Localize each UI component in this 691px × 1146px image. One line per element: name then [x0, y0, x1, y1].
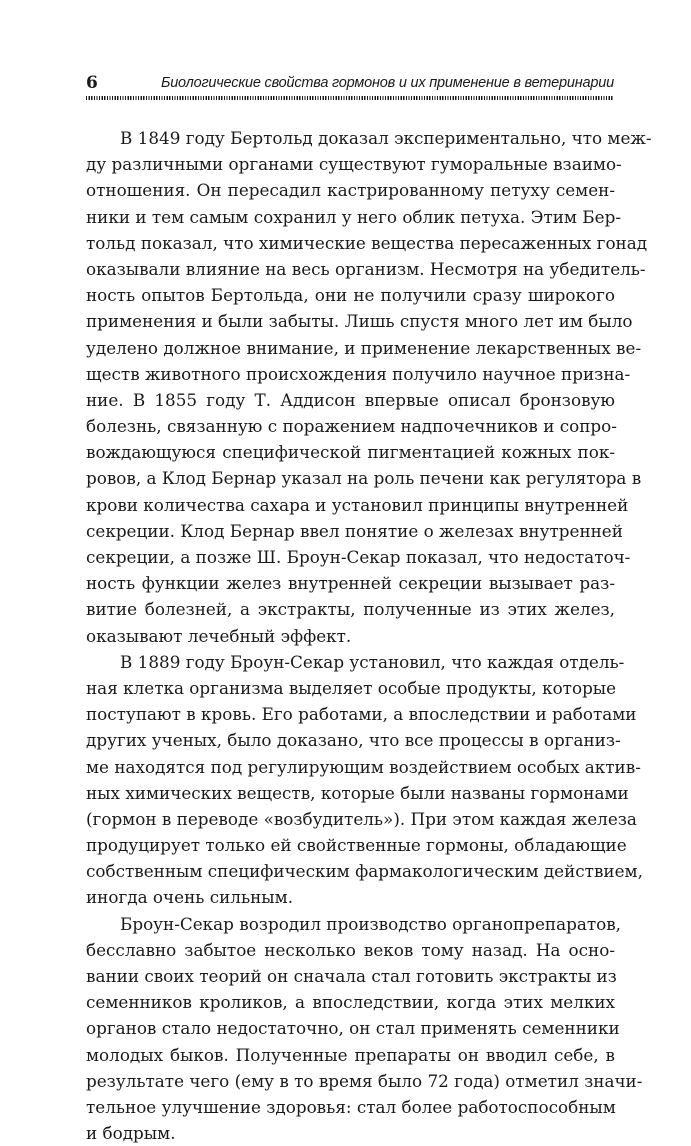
page-number: 6: [86, 73, 98, 93]
text-line: ных химических веществ, которые были названы гормонами: [86, 782, 629, 803]
text-line: других ученых, было доказано, что все процессы в организ-: [86, 730, 621, 751]
text-line: органов стало недостаточно, он стал применять семенники: [86, 1018, 620, 1039]
text-line: секреции. Клод Бернар ввел понятие о железах внутренней: [86, 520, 623, 541]
text-line: бесславно забытое несколько веков тому назад. На осно-: [86, 939, 615, 960]
text-line: ность опытов Бертольда, они не получили сразу широкого: [86, 285, 615, 306]
text-line: молодых быков. Полученные препараты он вводил себе, в: [86, 1044, 615, 1065]
text-line: тельное улучшение здоровья: стал более работоспособным: [86, 1096, 616, 1117]
text-line: болезнь, связанную с поражением надпочечников и сопро-: [86, 416, 617, 437]
text-line: ду различными органами существуют гуморальные взаимо-: [86, 154, 622, 175]
text-line: и бодрым.: [86, 1123, 176, 1144]
header-rule: [86, 96, 614, 100]
text-line: В 1849 году Бертольд доказал экспериментально, что меж-: [120, 128, 652, 148]
text-line: ществ животного происхождения получило научное призна-: [86, 363, 631, 384]
text-line: ровов, а Клод Бернар указал на роль печени как регулятора в: [86, 468, 642, 489]
text-line: собственным специфическим фармакологическим действием,: [86, 861, 643, 882]
text-line: ники и тем самым сохранил у него облик петуха. Этим Бер-: [86, 206, 621, 227]
text-line: тольд показал, что химические вещества пересаженных гонад: [86, 232, 648, 253]
text-line: ние. В 1855 году Т. Аддисон впервые описал бронзовую: [86, 389, 615, 410]
paragraph: [86, 911, 643, 1146]
body-text: [86, 125, 652, 1146]
paragraph: [86, 649, 643, 911]
text-line: крови количества сахара и установил принципы внутренней: [86, 494, 629, 515]
text-line: отношения. Он пересадил кастрированному петуху семен-: [86, 180, 615, 201]
text-line: применения и были забыты. Лишь спустя много лет им было: [86, 311, 633, 332]
text-line: оказывали влияние на весь организм. Несмотря на убедитель-: [86, 258, 646, 279]
text-line: иногда очень сильным.: [86, 887, 294, 908]
text-line: (гормон в переводе «возбудитель»). При этом каждая железа: [86, 808, 637, 829]
text-line: уделено должное внимание, и применение лекарственных ве-: [86, 337, 642, 358]
text-line: семенников кроликов, а впоследствии, когда этих мелких: [86, 992, 615, 1013]
text-line: секреции, а позже Ш. Броун-Секар показал, что недостаточ-: [86, 547, 631, 567]
text-line: витие болезней, а экстракты, полученные из этих желез,: [86, 599, 615, 620]
text-line: ме находятся под регулирующим воздействием особых актив-: [86, 756, 641, 777]
text-line: поступают в кровь. Его работами, а впоследствии и работами: [86, 704, 637, 725]
text-line: результате чего (ему в то время было 72 года) отметил значи-: [86, 1070, 643, 1091]
text-line: В 1889 году Броун-Секар установил, что каждая отдель-: [120, 651, 625, 672]
text-line: вождающуюся специфической пигментацией кожных пок-: [86, 442, 615, 463]
text-line: вании своих теорий он сначала стал готовить экстракты из: [86, 966, 617, 986]
text-line: оказывают лечебный эффект.: [86, 625, 352, 646]
text-line: ная клетка организма выделяет особые продукты, которые: [86, 677, 617, 698]
text-line: ность функции желез внутренней секреции вызывает раз-: [86, 573, 615, 594]
running-header: [86, 74, 614, 92]
paragraph: [86, 125, 652, 649]
running-title: Биологические свойства гормонов и их применение в ветеринарии: [160, 75, 614, 91]
text-line: Броун-Секар возродил производство органопрепаратов,: [120, 913, 622, 934]
text-line: продуцирует только ей свойственные гормоны, обладающие: [86, 835, 627, 856]
